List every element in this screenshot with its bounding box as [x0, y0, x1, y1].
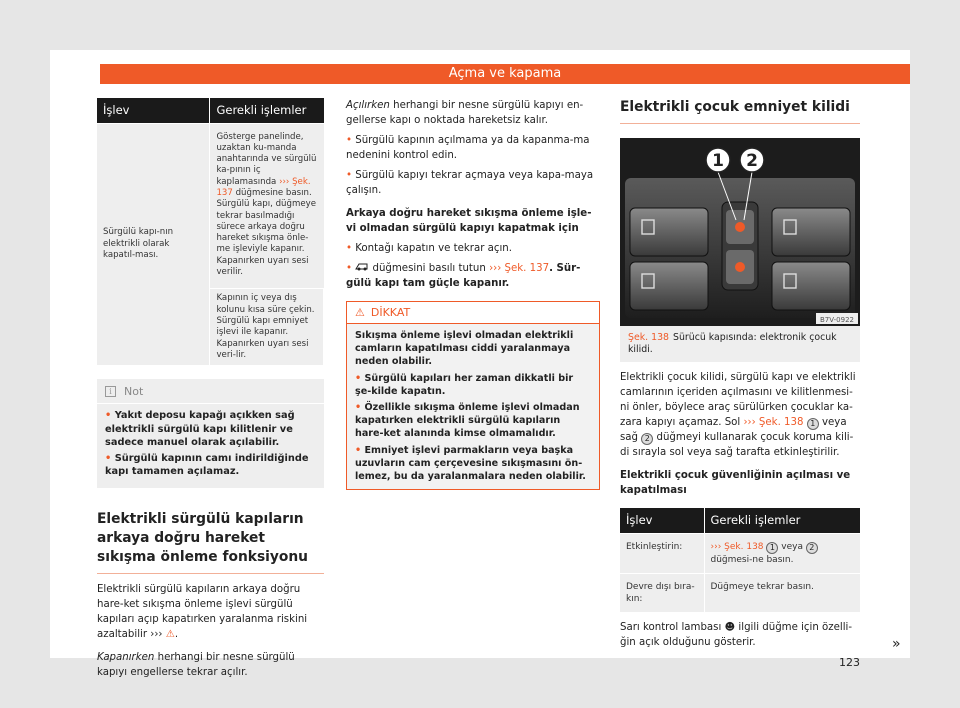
chapter-banner: Açma ve kapama: [100, 64, 910, 84]
child-lock-table: [620, 508, 860, 612]
paragraph: Elektrikli çocuk kilidi, sürgülü kapı ve elektrikli camlarının içeriden açılmasını ve kilitlenmesi-ni önler, böylece araç sürülürken çocuklar ka-zara kapıyı açamaz. Sol ››› Şek. 138 1 veya sağ 2 düğmeyi kullanarak çocuk koruma kili-di sırayla sol veya sağ tarafta etkinleştirilir.: [620, 372, 856, 458]
door-panel-illustration: [620, 138, 860, 326]
door-button-icon: [355, 263, 369, 274]
child-lock-lamp-icon: ☻: [724, 621, 736, 633]
table-header-function: İşlev: [97, 98, 210, 123]
figure-caption: Şek. 138 Sürücü kapısında: elektronik çocuk kilidi.: [620, 326, 860, 362]
paragraph: Elektrikli sürgülü kapıların arkaya doğru hare-ket sıkışma önleme işlevi sürgülü kapıları açıp kapatırken yaralanma riskini azaltabilir ››› ⚠.: [97, 583, 308, 640]
table-header-function: İşlev: [620, 508, 704, 533]
warning-icon[interactable]: ⚠: [165, 628, 175, 640]
page-number: 123: [839, 656, 860, 669]
continue-marker: »: [892, 636, 901, 652]
callout-2-marker: 2: [641, 433, 653, 445]
list-item: • Sürgülü kapıları her zaman dikkatli bir şe-kilde kapatın.: [355, 372, 574, 397]
table-cell-function: Sürgülü kapı-nın elektrikli olarak kapatıl-ması.: [97, 123, 210, 365]
callout-1-marker: 1: [807, 418, 819, 430]
subheading: Arkaya doğru hareket sıkışma önleme işle-vi olmadan sürgülü kapıyı kapatmak için: [346, 208, 592, 234]
subheading: Elektrikli çocuk güvenliğinin açılması ve kapatılması: [620, 470, 851, 496]
list-item: • düğmesini basılı tutun ››› Şek. 137. Sür-gülü kapı tam güçle kapanır.: [346, 263, 581, 289]
section-heading: Elektrikli çocuk emniyet kilidi: [620, 98, 860, 124]
list-item: • Emniyet işlevi parmakların veya başka uzuvların cam çerçevesine sıkışmasını ön-lemez, bu da yaralanmalara neden olabilir.: [355, 444, 586, 483]
page: [50, 50, 910, 678]
paragraph: Açılırken herhangi bir nesne sürgülü kapıyı en-gellerse kapı o noktada hareketsiz kalır.: [346, 100, 584, 126]
list-item: • Özellikle sıkışma önleme işlevi olmadan kapatırken elektrikli sürgülü kapıların hare-ket alanında kimse olmamalıdır.: [355, 402, 580, 440]
column-left: [97, 98, 324, 680]
paragraph: Kapanırken herhangi bir nesne sürgülü kapıyı engellerse tekrar açılır.: [97, 651, 295, 678]
figure-reference[interactable]: ››› Şek. 137: [489, 263, 550, 274]
figure-reference[interactable]: ››› Şek. 137: [216, 176, 311, 198]
section-heading: Elektrikli sürgülü kapıların arkaya doğru hareket sıkışma önleme fonksiyonu: [97, 510, 324, 574]
column-right: [620, 98, 860, 650]
info-icon: i: [105, 386, 116, 397]
figure-code: B7V-0922: [820, 316, 854, 324]
callout-1-label: 1: [712, 151, 724, 171]
table-cell-action: Gösterge panelinde, uzaktan ku-manda anahtarında ve sürgülü ka-pının iç kaplamasında ››› Şek. 137 düğmesine basın. Sürgülü kapı, düğmeye tekrar basılmadığı sürece arkaya doğru hareket sıkışma önle-me işleviyle kapanır. Kapanırken uyarı sesi verilir.: [210, 123, 324, 289]
callout-2-label: 2: [746, 151, 758, 171]
table-row: Etkinleştirin: ››› Şek. 138 1 veya 2 düğmesi-ne basın.: [620, 533, 860, 573]
list-item: • Sürgülü kapıyı tekrar açmaya veya kapa-maya çalışın.: [346, 170, 594, 196]
warning-box: [346, 301, 600, 490]
note-box: [97, 379, 324, 488]
warning-triangle-icon: ⚠: [355, 306, 365, 319]
figure-reference[interactable]: ››› Şek. 138: [743, 417, 804, 428]
list-item: • Sürgülü kapının açılmama ya da kapanma-ma nedenini kontrol edin.: [346, 135, 590, 161]
note-title: Not: [124, 385, 144, 399]
table-row: Devre dışı bıra-kın: Düğmeye tekrar basın.: [620, 573, 860, 612]
figure-reference[interactable]: ››› Şek. 138: [710, 541, 764, 552]
table-header-actions: Gerekli işlemler: [704, 508, 860, 533]
function-table: [97, 98, 324, 365]
column-middle: [346, 98, 600, 490]
list-item: • Sürgülü kapının camı indirildiğinde kapı tamamen açılamaz.: [105, 452, 309, 478]
table-header-actions: Gerekli işlemler: [210, 98, 324, 123]
list-item: • Yakıt deposu kapağı açıkken sağ elektrikli sürgülü kapı kilitlenir ve sadece manuel olarak açılabilir.: [105, 410, 295, 449]
warning-lead: Sıkışma önleme işlevi olmadan elektrikli camların kapatılması ciddi yaralanmaya neden olabilir.: [355, 330, 574, 368]
list-item: • Kontağı kapatın ve tekrar açın.: [346, 243, 513, 254]
paragraph: Sarı kontrol lambası ☻ ilgili düğme için özelli-ğin açık olduğunu gösterir.: [620, 621, 853, 648]
warning-title: DİKKAT: [370, 306, 411, 319]
figure-child-lock-buttons: [620, 138, 860, 326]
table-cell-action: Kapının iç veya dış kolunu kısa süre çekin. Sürgülü kapı emniyet işlevi ile kapanır. Kapanırken uyarı sesi veri-lir.: [210, 289, 324, 365]
